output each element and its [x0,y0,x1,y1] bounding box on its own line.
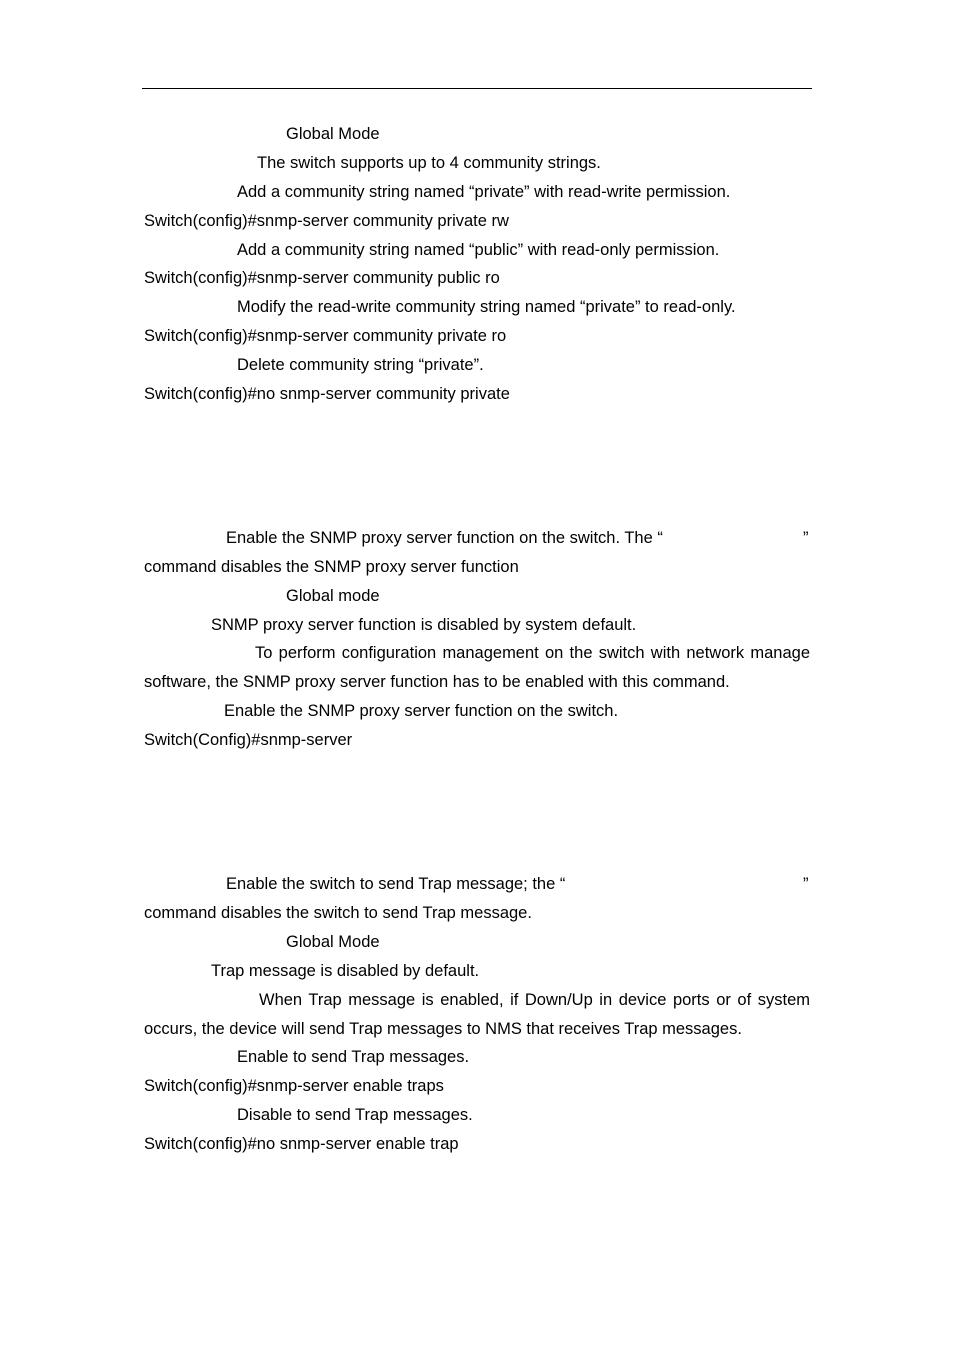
s3-usage-line2: occurs, the device will send Trap messages to NMS that receives Trap messages. [144,1020,742,1038]
s1-ex2-cmd: Switch(config)#snmp-server community public ro [144,269,500,287]
s2-mode: Global mode [286,587,380,605]
s1-ex4-desc: Delete community string “private”. [237,356,484,374]
s2-example-desc: Enable the SNMP proxy server function on the switch. [224,702,619,720]
header-rule [142,88,812,89]
s3-usage-line1: When Trap message is enabled, if Down/Up in device ports or of system [259,991,810,1009]
s1-ex1-desc: Add a community string named “private” with read-write permission. [237,183,731,201]
s2-function-line1-b: ” [803,529,809,547]
s2-example-cmd: Switch(Config)#snmp-server [144,731,353,749]
s3-ex2-desc: Disable to send Trap messages. [237,1106,473,1124]
s2-function-line1-a: Enable the SNMP proxy server function on the switch. The “ [226,529,663,547]
s3-ex2-cmd: Switch(config)#no snmp-server enable trap [144,1135,459,1153]
s2-usage-line2: software, the SNMP proxy server function has to be enabled with this command. [144,673,730,691]
s3-function-line1-a: Enable the switch to send Trap message; the “ [226,875,566,893]
s1-usage: The switch supports up to 4 community strings. [257,154,601,172]
s3-mode: Global Mode [286,933,380,951]
s1-ex3-desc: Modify the read-write community string named “private” to read-only. [237,298,736,316]
s2-default: SNMP proxy server function is disabled by system default. [211,616,637,634]
s3-function-line1-b: ” [803,875,809,893]
s3-ex1-desc: Enable to send Trap messages. [237,1048,470,1066]
s1-ex2-desc: Add a community string named “public” with read-only permission. [237,241,720,259]
s3-ex1-cmd: Switch(config)#snmp-server enable traps [144,1077,444,1095]
s2-function-line2: command disables the SNMP proxy server function [144,558,519,576]
s1-mode: Global Mode [286,125,380,143]
s1-ex4-cmd: Switch(config)#no snmp-server community private [144,385,510,403]
s3-function-line2: command disables the switch to send Trap message. [144,904,532,922]
s1-ex3-cmd: Switch(config)#snmp-server community private ro [144,327,507,345]
s3-default: Trap message is disabled by default. [211,962,480,980]
s2-usage-line1: To perform configuration management on the switch with network manage [255,644,810,662]
s1-ex1-cmd: Switch(config)#snmp-server community private rw [144,212,509,230]
